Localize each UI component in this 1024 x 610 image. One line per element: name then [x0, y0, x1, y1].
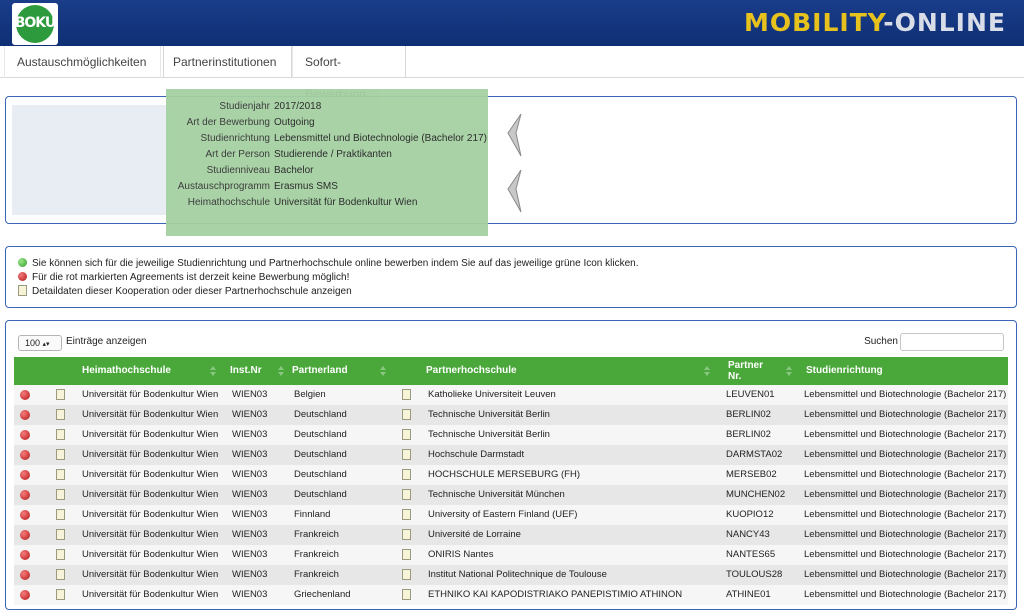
cooperation-detail-icon[interactable]: [56, 409, 65, 420]
cooperation-detail-icon[interactable]: [56, 549, 65, 560]
brand-right: ONLINE: [894, 8, 1006, 37]
cell-partnerhochschule: Technische Universität München: [428, 489, 565, 500]
cell-inst-nr: WIEN03: [232, 429, 268, 440]
red-status-icon: [20, 510, 30, 520]
filter-value: Universität für Bodenkultur Wien: [274, 197, 418, 208]
filter-value: Outgoing: [274, 117, 315, 128]
cell-inst-nr: WIEN03: [232, 509, 268, 520]
red-status-icon: [20, 550, 30, 560]
filter-value: Erasmus SMS: [274, 181, 338, 192]
filter-label: Art der Person: [205, 149, 270, 160]
filter-row: [166, 101, 488, 117]
collapse-arrow-icon[interactable]: [506, 169, 522, 213]
main-nav: [0, 46, 1024, 78]
legend-green-text: Sie können sich für die jeweilige Studienrichtung und Partnerhochschule online bewerben indem Sie auf das jeweilige grüne Icon klicken.: [32, 258, 639, 269]
cell-heimathochschule: Universität für Bodenkultur Wien: [82, 449, 219, 460]
legend-green: [18, 257, 638, 271]
cooperation-detail-icon[interactable]: [56, 529, 65, 540]
legend-panel: [5, 246, 1017, 308]
tab-sofort-bewerbung[interactable]: Sofort-: [292, 46, 406, 78]
sort-icon[interactable]: [278, 366, 284, 376]
filter-row: [166, 117, 488, 133]
table-row: [14, 485, 1008, 505]
cell-inst-nr: WIEN03: [232, 389, 268, 400]
filter-label: Art der Bewerbung: [186, 117, 270, 128]
filter-value: Studierende / Praktikanten: [274, 149, 392, 160]
filter-row: [166, 133, 488, 149]
cell-partnerhochschule: ETHNIKO KAI KAPODISTRIAKO PANEPISTIMIO ATHINON: [428, 589, 683, 600]
col-inst-nr[interactable]: Inst.Nr: [230, 365, 262, 376]
cell-inst-nr: WIEN03: [232, 569, 268, 580]
cell-studienrichtung: Lebensmittel und Biotechnologie (Bachelor 217): [804, 469, 1007, 480]
cell-inst-nr: WIEN03: [232, 489, 268, 500]
table-row: [14, 505, 1008, 525]
red-status-icon: [20, 410, 30, 420]
cell-studienrichtung: Lebensmittel und Biotechnologie (Bachelor 217): [804, 389, 1007, 400]
cooperation-detail-icon[interactable]: [56, 569, 65, 580]
cell-partnerhochschule: Université de Lorraine: [428, 529, 521, 540]
cell-partnerland: Deutschland: [294, 489, 347, 500]
partner-detail-icon[interactable]: [402, 389, 411, 400]
cooperation-detail-icon[interactable]: [56, 389, 65, 400]
cooperation-detail-icon[interactable]: [56, 449, 65, 460]
entries-length-select[interactable]: [18, 335, 62, 351]
partner-detail-icon[interactable]: [402, 449, 411, 460]
cell-partnerhochschule: Institut National Politechnique de Toulouse: [428, 569, 607, 580]
cell-inst-nr: WIEN03: [232, 449, 268, 460]
cooperation-detail-icon[interactable]: [56, 489, 65, 500]
cell-partner-nr: DARMSTA02: [726, 449, 783, 460]
col-studienrichtung[interactable]: Studienrichtung: [806, 365, 883, 376]
red-status-icon: [20, 390, 30, 400]
cell-studienrichtung: Lebensmittel und Biotechnologie (Bachelor 217): [804, 589, 1007, 600]
partner-detail-icon[interactable]: [402, 469, 411, 480]
filter-row: [166, 181, 488, 197]
table-row: [14, 565, 1008, 585]
red-dot-icon: [18, 272, 27, 281]
table-row: [14, 445, 1008, 465]
cell-partnerland: Finnland: [294, 509, 331, 520]
search-input[interactable]: [900, 333, 1004, 351]
filter-label: Heimathochschule: [187, 197, 270, 208]
red-status-icon: [20, 450, 30, 460]
cell-partner-nr: MERSEB02: [726, 469, 777, 480]
tab-austauschmoeglichkeiten[interactable]: Austauschmöglichkeiten: [4, 46, 164, 78]
legend-red-text: Für die rot markierten Agreements ist derzeit keine Bewerbung möglich!: [32, 272, 350, 283]
entries-length-value: 100: [25, 338, 41, 348]
filter-label: Studienniveau: [206, 165, 270, 176]
logo-text: BOKU: [14, 15, 56, 31]
cell-partnerland: Griechenland: [294, 589, 351, 600]
legend-red: [18, 271, 349, 285]
filter-value: Bachelor: [274, 165, 314, 176]
filter-value: 2017/2018: [274, 101, 322, 112]
cell-studienrichtung: Lebensmittel und Biotechnologie (Bachelor 217): [804, 529, 1007, 540]
cell-inst-nr: WIEN03: [232, 409, 268, 420]
cell-inst-nr: WIEN03: [232, 589, 268, 600]
search-label: Suchen: [864, 336, 898, 347]
partner-detail-icon[interactable]: [402, 409, 411, 420]
sort-icon[interactable]: [786, 366, 792, 376]
cell-heimathochschule: Universität für Bodenkultur Wien: [82, 549, 219, 560]
partner-detail-icon[interactable]: [402, 549, 411, 560]
cell-partner-nr: KUOPIO12: [726, 509, 774, 520]
col-partnerhochschule[interactable]: Partnerhochschule: [426, 365, 517, 376]
collapse-arrow-icon[interactable]: [506, 113, 522, 157]
cell-partnerland: Frankreich: [294, 549, 339, 560]
cell-studienrichtung: Lebensmittel und Biotechnologie (Bachelor 217): [804, 429, 1007, 440]
filter-label: Studienjahr: [219, 101, 270, 112]
cell-partnerland: Deutschland: [294, 469, 347, 480]
table-row: [14, 585, 1008, 605]
red-status-icon: [20, 470, 30, 480]
cell-partner-nr: MUNCHEN02: [726, 489, 786, 500]
sort-icon[interactable]: [210, 366, 216, 376]
cell-partner-nr: LEUVEN01: [726, 389, 775, 400]
col-partner-nr-line2: Nr.: [728, 371, 742, 382]
cooperation-detail-icon[interactable]: [56, 589, 65, 600]
cell-studienrichtung: Lebensmittel und Biotechnologie (Bachelor 217): [804, 449, 1007, 460]
filter-label: Austauschprogramm: [177, 181, 270, 192]
green-dot-icon: [18, 258, 27, 267]
cell-partner-nr: NANTES65: [726, 549, 776, 560]
table-row: [14, 425, 1008, 445]
partner-detail-icon[interactable]: [402, 509, 411, 520]
cell-heimathochschule: Universität für Bodenkultur Wien: [82, 589, 219, 600]
legend-doc: [18, 285, 352, 299]
cell-heimathochschule: Universität für Bodenkultur Wien: [82, 409, 219, 420]
cooperation-detail-icon[interactable]: [56, 469, 65, 480]
cell-heimathochschule: Universität für Bodenkultur Wien: [82, 509, 219, 520]
cell-studienrichtung: Lebensmittel und Biotechnologie (Bachelor 217): [804, 409, 1007, 420]
cell-partnerhochschule: Hochschule Darmstadt: [428, 449, 525, 460]
entries-length-label: Einträge anzeigen: [66, 336, 147, 347]
partner-detail-icon[interactable]: [402, 569, 411, 580]
table-header: [14, 357, 1008, 385]
cell-partner-nr: NANCY43: [726, 529, 770, 540]
cell-partnerland: Frankreich: [294, 569, 339, 580]
cell-heimathochschule: Universität für Bodenkultur Wien: [82, 389, 219, 400]
cell-studienrichtung: Lebensmittel und Biotechnologie (Bachelor 217): [804, 489, 1007, 500]
red-status-icon: [20, 490, 30, 500]
sort-icon[interactable]: [380, 366, 386, 376]
cell-heimathochschule: Universität für Bodenkultur Wien: [82, 469, 219, 480]
col-partnerland[interactable]: Partnerland: [292, 365, 348, 376]
partner-detail-icon[interactable]: [402, 529, 411, 540]
document-icon: [18, 285, 27, 296]
cell-partner-nr: BERLIN02: [726, 429, 771, 440]
filter-label: Studienrichtung: [200, 133, 270, 144]
red-status-icon: [20, 430, 30, 440]
cell-partner-nr: TOULOUS28: [726, 569, 783, 580]
col-partner-nr-line1: Partner: [728, 360, 764, 371]
table-row: [14, 385, 1008, 405]
cell-partner-nr: ATHINE01: [726, 589, 771, 600]
red-status-icon: [20, 570, 30, 580]
cell-partnerland: Deutschland: [294, 409, 347, 420]
cell-partnerhochschule: Technische Universität Berlin: [428, 409, 550, 420]
app-header: [0, 0, 1024, 46]
cell-partnerland: Deutschland: [294, 429, 347, 440]
table-row: [14, 525, 1008, 545]
cell-partnerland: Frankreich: [294, 529, 339, 540]
cell-partnerhochschule: HOCHSCHULE MERSEBURG (FH): [428, 469, 581, 480]
table-row: [14, 465, 1008, 485]
cell-heimathochschule: Universität für Bodenkultur Wien: [82, 569, 219, 580]
col-heimathochschule[interactable]: Heimathochschule: [82, 365, 171, 376]
filter-value: Lebensmittel und Biotechnologie (Bachelor 217): [274, 133, 487, 144]
cell-partnerland: Deutschland: [294, 449, 347, 460]
cooperation-detail-icon[interactable]: [56, 509, 65, 520]
partner-detail-icon[interactable]: [402, 589, 411, 600]
partner-detail-icon[interactable]: [402, 489, 411, 500]
cell-partnerhochschule: Katholieke Universiteit Leuven: [428, 389, 556, 400]
cell-inst-nr: WIEN03: [232, 529, 268, 540]
cell-heimathochschule: Universität für Bodenkultur Wien: [82, 489, 219, 500]
cell-partnerhochschule: ONIRIS Nantes: [428, 549, 494, 560]
cell-partnerhochschule: University of Eastern Finland (UEF): [428, 509, 578, 520]
cell-inst-nr: WIEN03: [232, 549, 268, 560]
filter-row: [166, 197, 488, 213]
select-arrows-icon: ▴▾: [42, 341, 50, 348]
mobility-online-brand: [744, 8, 1006, 38]
brand-left: MOBILITY: [743, 8, 884, 37]
legend-doc-text: Detaildaten dieser Kooperation oder dieser Partnerhochschule anzeigen: [32, 286, 352, 297]
table-row: [14, 545, 1008, 565]
col-partner-nr[interactable]: [728, 357, 763, 385]
filter-summary: [166, 89, 488, 236]
tab-partnerinstitutionen[interactable]: Partnerinstitutionen: [160, 46, 292, 78]
cell-partnerhochschule: Technische Universität Berlin: [428, 429, 550, 440]
partner-detail-icon[interactable]: [402, 429, 411, 440]
cell-partner-nr: BERLIN02: [726, 409, 771, 420]
table-row: [14, 405, 1008, 425]
cell-studienrichtung: Lebensmittel und Biotechnologie (Bachelor 217): [804, 549, 1007, 560]
cell-studienrichtung: Lebensmittel und Biotechnologie (Bachelor 217): [804, 509, 1007, 520]
boku-logo[interactable]: [12, 3, 58, 45]
cell-heimathochschule: Universität für Bodenkultur Wien: [82, 429, 219, 440]
filter-row: [166, 165, 488, 181]
sort-icon[interactable]: [704, 366, 710, 376]
brand-dash: -: [883, 8, 895, 37]
red-status-icon: [20, 530, 30, 540]
filter-panel: [5, 96, 1017, 224]
results-panel: [5, 320, 1017, 610]
cell-studienrichtung: Lebensmittel und Biotechnologie (Bachelor 217): [804, 569, 1007, 580]
cell-heimathochschule: Universität für Bodenkultur Wien: [82, 529, 219, 540]
cell-partnerland: Belgien: [294, 389, 326, 400]
filter-row: [166, 149, 488, 165]
cooperation-detail-icon[interactable]: [56, 429, 65, 440]
cell-inst-nr: WIEN03: [232, 469, 268, 480]
